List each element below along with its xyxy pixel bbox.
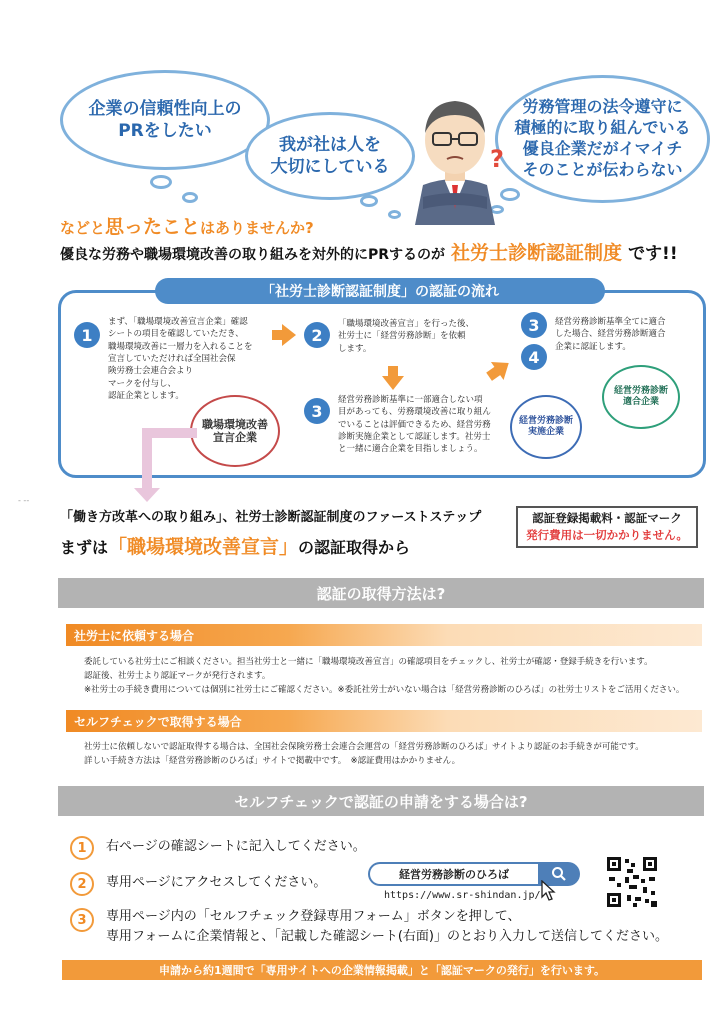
seal-workplace-declaration: 職場環境改善 宣言企業 (190, 395, 280, 467)
thought-bubble-people: 我が社は人を 大切にしている (245, 112, 415, 200)
system-name: 社労士診断認証制度 (451, 242, 623, 264)
question-mark-icon: ? (490, 145, 504, 173)
seal-diagnosis-implemented: 経営労務診断 実施企業 (510, 395, 582, 459)
fee-line-emphasis: 発行費用は一切かかりません。 (526, 528, 688, 543)
fee-notice-box (516, 506, 698, 548)
fee-line: 認証登録掲載料・認証マーク (532, 511, 682, 525)
intro-statement-text: 優良な労務や職場環境改善の取り組みを対外的にPRするのが (60, 247, 446, 263)
step-number-2: 2 (304, 322, 330, 348)
bubble-dot (182, 192, 198, 203)
selfcheck-step-number-1: 1 (70, 836, 94, 860)
bubble-dot (360, 195, 378, 207)
seal-diagnosis-compliant: 経営労務診断 適合企業 (602, 365, 680, 429)
case2-text: 社労士に依頼しないで認証取得する場合は、全国社会保険労務士会連合会運営の「経営労務診断のひろば」サイトより認証のお手続きが可能です。 詳しい手続き方法は「経営労務診断のひろば」サイトで掲載中です。 ※認証費用はかかりません。 (84, 742, 644, 767)
footer-notice: 申請から約1週間で「専用サイトへの企業情報掲載」と「認証マークの発行」を行います。 (62, 960, 702, 980)
step-number-1: 1 (74, 322, 100, 348)
first-step-headline (60, 532, 410, 559)
arrow-down-icon (134, 488, 160, 502)
intro-question (60, 212, 314, 239)
flow-title: 「社労士診断認証制度」の認証の流れ (155, 278, 605, 304)
intro-statement-tail: です!! (628, 244, 678, 264)
bubble-dot (150, 175, 172, 189)
intro-text: などと (60, 219, 106, 237)
step34-text: 経営労務診断基準全てに適合 した場合、経営労務診断適合 企業に認証します。 (555, 317, 666, 352)
headline-text: の認証取得から (298, 538, 411, 557)
case2-title: セルフチェックで取得する場合 (66, 710, 702, 732)
connector-line (142, 432, 152, 492)
selfcheck-step-number-2: 2 (70, 872, 94, 896)
step-number-4: 4 (521, 344, 547, 370)
thought-bubble-pr: 企業の信頼性向上の PRをしたい (60, 70, 270, 170)
step1-text: まず、「職場環境改善宣言企業」確認 シートの項目を確認していただき、 職場環境改善に一層力を入れることを 宣言していただければ全国社会保 険労務士会連合会より マークを付与し、 認証企業とします。 (108, 317, 253, 401)
thought-bubble-compliance: 労務管理の法令遵守に 積極的に取り組んでいる 優良企業だがイマイチ そのことが伝わらない (495, 75, 710, 203)
selfcheck-step-2-text: 専用ページにアクセスしてください。 (106, 875, 327, 890)
step3-text: 経営労務診断基準に一部適合しない項 目があっても、労務環境改善に取り組ん でいることは評価できるため、経営労務 診断実施企業として認証します。社労士 と一緒に適合企業を目指しましょう。 (338, 395, 491, 455)
selfcheck-step-number-3: 3 (70, 908, 94, 932)
site-url[interactable]: https://www.sr-shindan.jp/ (384, 890, 541, 901)
step-number-3: 3 (304, 398, 330, 424)
intro-text: はありませんか? (200, 219, 314, 237)
step-number-3b: 3 (521, 312, 547, 338)
selfcheck-step-3-text: 専用ページ内の「セルフチェック登録専用フォーム」ボタンを押して、 専用フォームに企業情報と、「記載した確認シート(右面)」のとおり入力して送信してください。 (106, 909, 668, 945)
cursor-icon (540, 880, 556, 902)
search-input[interactable]: 経営労務診断のひろば (368, 862, 538, 886)
bubble-dot (388, 210, 401, 219)
first-step-line: 「働き方改革への取り組み」、社労士診断認証制度のファーストステップ (60, 510, 482, 525)
intro-text-emphasis: 思ったこと (105, 216, 201, 238)
intro-statement (60, 238, 678, 265)
headline-text: まずは (60, 538, 109, 557)
arrow-down-icon (382, 376, 404, 390)
acquire-section-title: 認証の取得方法は? (58, 578, 704, 608)
step2-text: 「職場環境改善宣言」を行った後、 社労士に「経営労務診断」を依頼 します。 (338, 319, 475, 354)
case1-text: 委託している社労士にご相談ください。担当社労士と一緒に「職場環境改善宣言」の確認項目をチェックし、社労士が確認・登録手続きを行います。 認証後、社労士より認証マークが発行されます。 ※社労士の手続き費用については個別に社労士にご確認ください。※委託社労士がいない場合は「経営労務診断のひろば」の社労士リストをご活用ください。 (84, 657, 685, 696)
case1-title: 社労士に依頼する場合 (66, 624, 702, 646)
selfcheck-step-1-text: 右ページの確認シートに記入してください。 (106, 839, 366, 854)
headline-emphasis: 「職場環境改善宣言」 (108, 536, 299, 558)
arrow-right-icon (282, 324, 296, 346)
qr-code-icon[interactable] (605, 855, 659, 909)
selfcheck-section-title: セルフチェックで認証の申請をする場合は? (58, 786, 704, 816)
scan-mark: - -- (18, 496, 30, 505)
